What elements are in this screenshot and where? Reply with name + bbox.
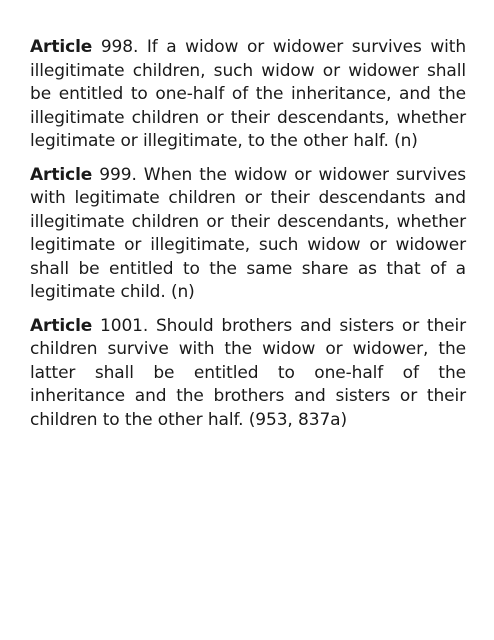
- article-1001: [30, 315, 466, 433]
- article-label: Article: [30, 315, 93, 336]
- article-text: 1001. Should brothers and sisters or their children survive with the widow or widower, the latter shall be entitled to one-half of the inheritance and the brothers and sisters or their children to the other half. (953, 837a): [30, 315, 466, 430]
- document-page: [30, 36, 466, 442]
- article-label: Article: [30, 37, 93, 57]
- article-label: Article: [30, 164, 93, 185]
- article-999: [30, 164, 466, 305]
- article-text: 998. If a widow or widower survives with illegitimate children, such widow or widower shall be entitled to one-half of the inheritance, and the illegitimate children or their descendants, whether legitimate or illegitimate, to the other half. (n): [30, 37, 466, 151]
- article-text: 999. When the widow or widower survives with legitimate children or their descendants and illegitimate children or their descendants, whether legitimate or illegitimate, such widow or widower shall be entitled to the same share as that of a legitimate child. (n): [30, 164, 466, 302]
- article-998: [30, 36, 466, 154]
